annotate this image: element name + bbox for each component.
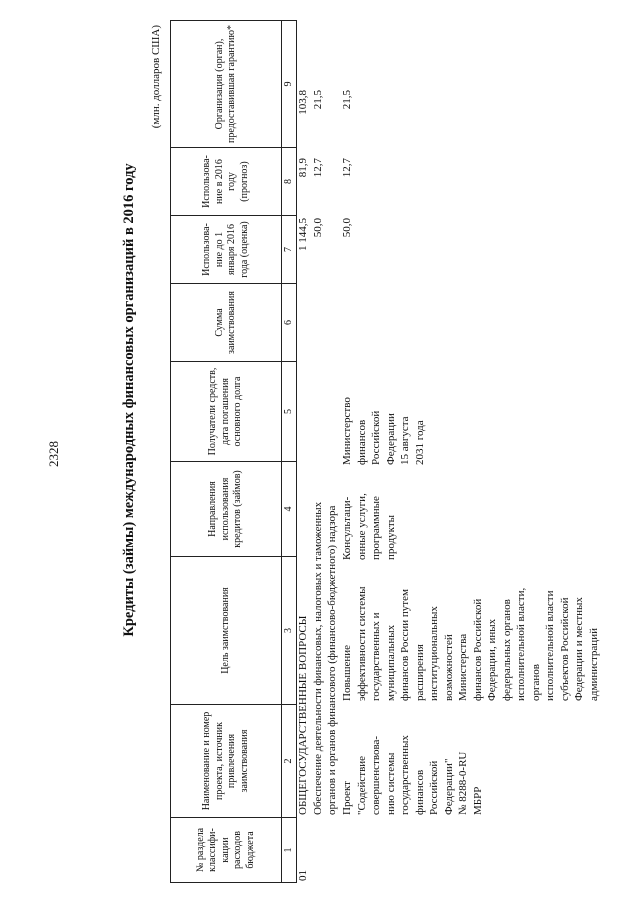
section-name: ОБЩЕГОСУДАРСТВЕННЫЕ ВОПРОСЫ: [297, 615, 309, 815]
project-sum: 50,0: [341, 218, 353, 238]
section-sum: 1 144,5: [297, 218, 309, 251]
project-recipient-line: 2031 года: [413, 420, 426, 465]
header-cell: Цель заимствования: [171, 557, 282, 705]
project-usage-line: продукты: [384, 514, 397, 560]
project-name-line: Проект: [341, 781, 353, 815]
header-cell: Сумма заимствования: [171, 284, 282, 362]
project-goal-line: исполнительной власти: [544, 590, 556, 701]
project-name-line: нию системы: [384, 752, 397, 815]
project-goal-line: Федерации, иных: [486, 618, 498, 701]
project-name: [340, 703, 485, 815]
project-goal-line: финансов России путем: [399, 589, 411, 701]
project-goal-line: институциональных: [428, 606, 440, 701]
column-number: 2: [282, 705, 297, 818]
project-usage-line: программные: [370, 496, 382, 560]
header-cell: Организация (орган), предоставившая гарантию*: [171, 21, 282, 148]
project-name-line: Российской: [428, 760, 440, 815]
project-recipient-line: Министерство: [341, 397, 353, 465]
column-number: 1: [282, 818, 297, 883]
project-goal-line: расширения: [413, 644, 426, 701]
project-goal-line: органов: [529, 664, 542, 701]
section-used-2016: 103,8: [297, 90, 309, 115]
column-number: 7: [282, 216, 297, 284]
project-goal: [340, 555, 601, 701]
credits-table: [170, 20, 297, 883]
project-recipient-line: Федерации: [384, 413, 397, 465]
project-usage: [340, 465, 398, 560]
subsection-used-before: 12,7: [312, 158, 324, 178]
project-name-line: совершенствова-: [370, 735, 382, 815]
project-goal-line: Федерации и местных: [573, 597, 585, 701]
header-cell: Направления использования кредитов (займов): [171, 462, 282, 557]
project-goal-line: субъектов Российской: [558, 597, 571, 701]
project-goal-line: государственных и: [370, 612, 382, 701]
header-cell: № раздела классифи-кации расходов бюджета: [171, 818, 282, 883]
project-name-line: МБРР: [471, 786, 484, 815]
header-cell: Наименование и номер проекта, источник привлечения заимствования: [171, 705, 282, 818]
project-goal-line: администраций: [587, 628, 600, 701]
project-recipient-line: финансов: [355, 419, 368, 465]
subsection-name-line1: Обеспечение деятельности финансовых, налоговых и таможенных: [312, 501, 324, 815]
subsection-used-2016: 21,5: [312, 90, 324, 110]
project-used-2016: 21,5: [341, 90, 353, 110]
header-cell: Использова-ние до 1 января 2016 года (оценка): [171, 216, 282, 284]
section-code: 01: [297, 870, 309, 881]
column-number-row: [282, 21, 297, 883]
header-cell: Использова-ние в 2016 году (прогноз): [171, 148, 282, 216]
project-usage-line: Консультаци-: [341, 496, 353, 560]
project-recipient: [340, 365, 427, 465]
project-name-line: Федерации": [442, 758, 455, 815]
project-goal-line: федеральных органов: [500, 599, 513, 701]
page-number: 2328: [46, 441, 61, 467]
header-cell: Получатели средств, дата погашения основного долга: [171, 362, 282, 462]
column-number: 6: [282, 284, 297, 362]
project-name-line: № 8288-0-RU: [457, 751, 469, 815]
project-recipient-line: Российской: [370, 410, 382, 465]
subsection-name-line2: органов и органов финансового (финансово-бюджетного) надзора: [326, 505, 338, 815]
project-name-line: государственных: [399, 735, 411, 815]
project-usage-line: онные услуги,: [355, 493, 368, 560]
project-name-line: "Содействие: [355, 755, 368, 815]
section-used-before: 81,9: [297, 158, 309, 178]
project-goal-line: Министерства: [457, 633, 469, 701]
project-goal-line: муниципальных: [384, 624, 397, 701]
project-goal-line: Повышение: [341, 644, 353, 701]
column-number: 4: [282, 462, 297, 557]
table-header-row: [171, 21, 282, 883]
project-goal-line: исполнительной власти,: [515, 587, 527, 701]
project-recipient-line: 15 августа: [399, 416, 411, 465]
column-number: 8: [282, 148, 297, 216]
project-used-before: 12,7: [341, 158, 353, 178]
project-goal-line: эффективности системы: [355, 586, 368, 701]
project-name-line: финансов: [413, 769, 426, 815]
project-goal-line: возможностей: [442, 634, 455, 701]
project-goal-line: финансов Российской: [471, 598, 484, 701]
column-number: 3: [282, 557, 297, 705]
column-number: 5: [282, 362, 297, 462]
units-label: (млн. долларов США): [150, 25, 162, 129]
page-title: Кредиты (займы) международных финансовых организаций в 2016 году: [121, 163, 137, 637]
column-number: 9: [282, 21, 297, 148]
subsection-sum: 50,0: [312, 218, 324, 238]
